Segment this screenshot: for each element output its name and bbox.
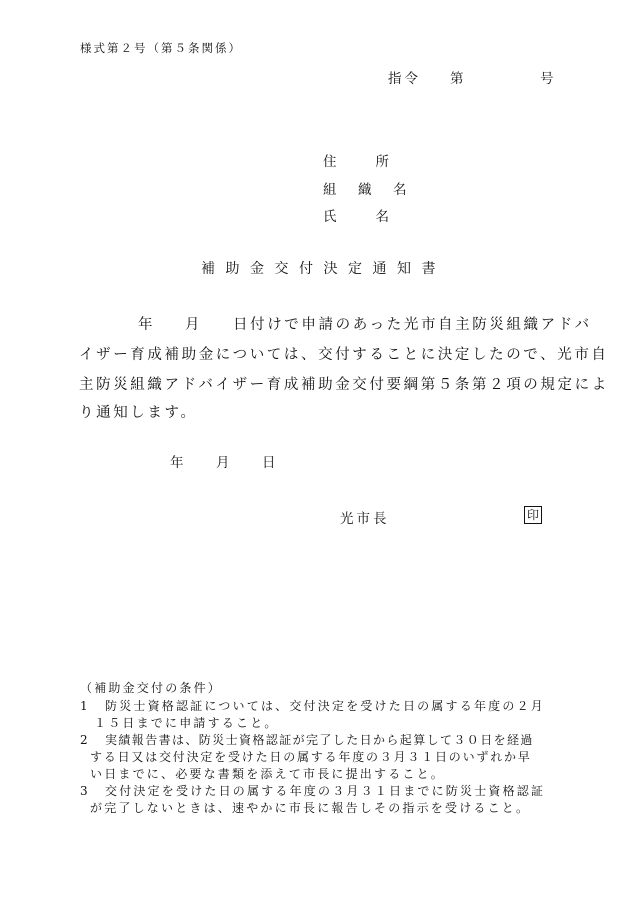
condition-1-number: 1 [80,699,90,713]
addressee-name: 氏 名 [323,209,393,225]
body-line3: 主防災組織アドバイザー育成補助金交付要綱第５条第２項の規定によ [79,377,609,393]
condition-1-line1: 防災士資格認証については、交付決定を受けた日の属する年度の２月 [105,699,545,713]
directive-label: 指令 [388,71,421,87]
directive-dai: 第 [450,71,467,87]
form-number: 様式第２号（第５条関係） [80,41,242,55]
condition-2-line3: い日までに、必要な書類を添えて市長に提出すること。 [90,767,446,781]
condition-2-number: 2 [80,733,90,747]
condition-2-line2: する日又は交付決定を受けた日の属する年度の３月３１日のいずれか早 [90,750,532,764]
condition-3-line2: が完了しないときは、速やかに市長に報告しその指示を受けること。 [90,801,531,815]
addressee-organization: 組 織 名 [323,182,411,198]
body-line2: イザー育成補助金については、交付することに決定したので、光市自 [79,347,609,363]
issuer-name: 光市長 [340,511,390,527]
date-month: 月 [216,455,233,471]
seal-mark: 印 [524,506,542,524]
condition-1-line2: １５日までに申請すること。 [94,716,279,730]
conditions-heading: （補助金交付の条件） [80,681,223,695]
body-line1-month: 月 [185,317,203,333]
condition-2-line1: 実績報告書は、防災士資格認証が完了した日から起算して３０日を経過 [105,733,534,747]
body-line4: り通知します。 [79,405,198,421]
date-day: 日 [262,455,279,471]
body-line1-year: 年 [138,317,156,333]
addressee-address: 住 所 [323,154,393,170]
date-year: 年 [170,455,187,471]
directive-gou: 号 [540,71,557,87]
condition-3-line1: 交付決定を受けた日の属する年度の３月３１日までに防災士資格認証 [105,784,546,798]
document-title: 補助金交付決定通知書 [201,261,446,277]
condition-3-number: 3 [80,784,90,798]
body-line1: 日付けで申請のあった光市自主防災組織アドバ [233,317,592,333]
